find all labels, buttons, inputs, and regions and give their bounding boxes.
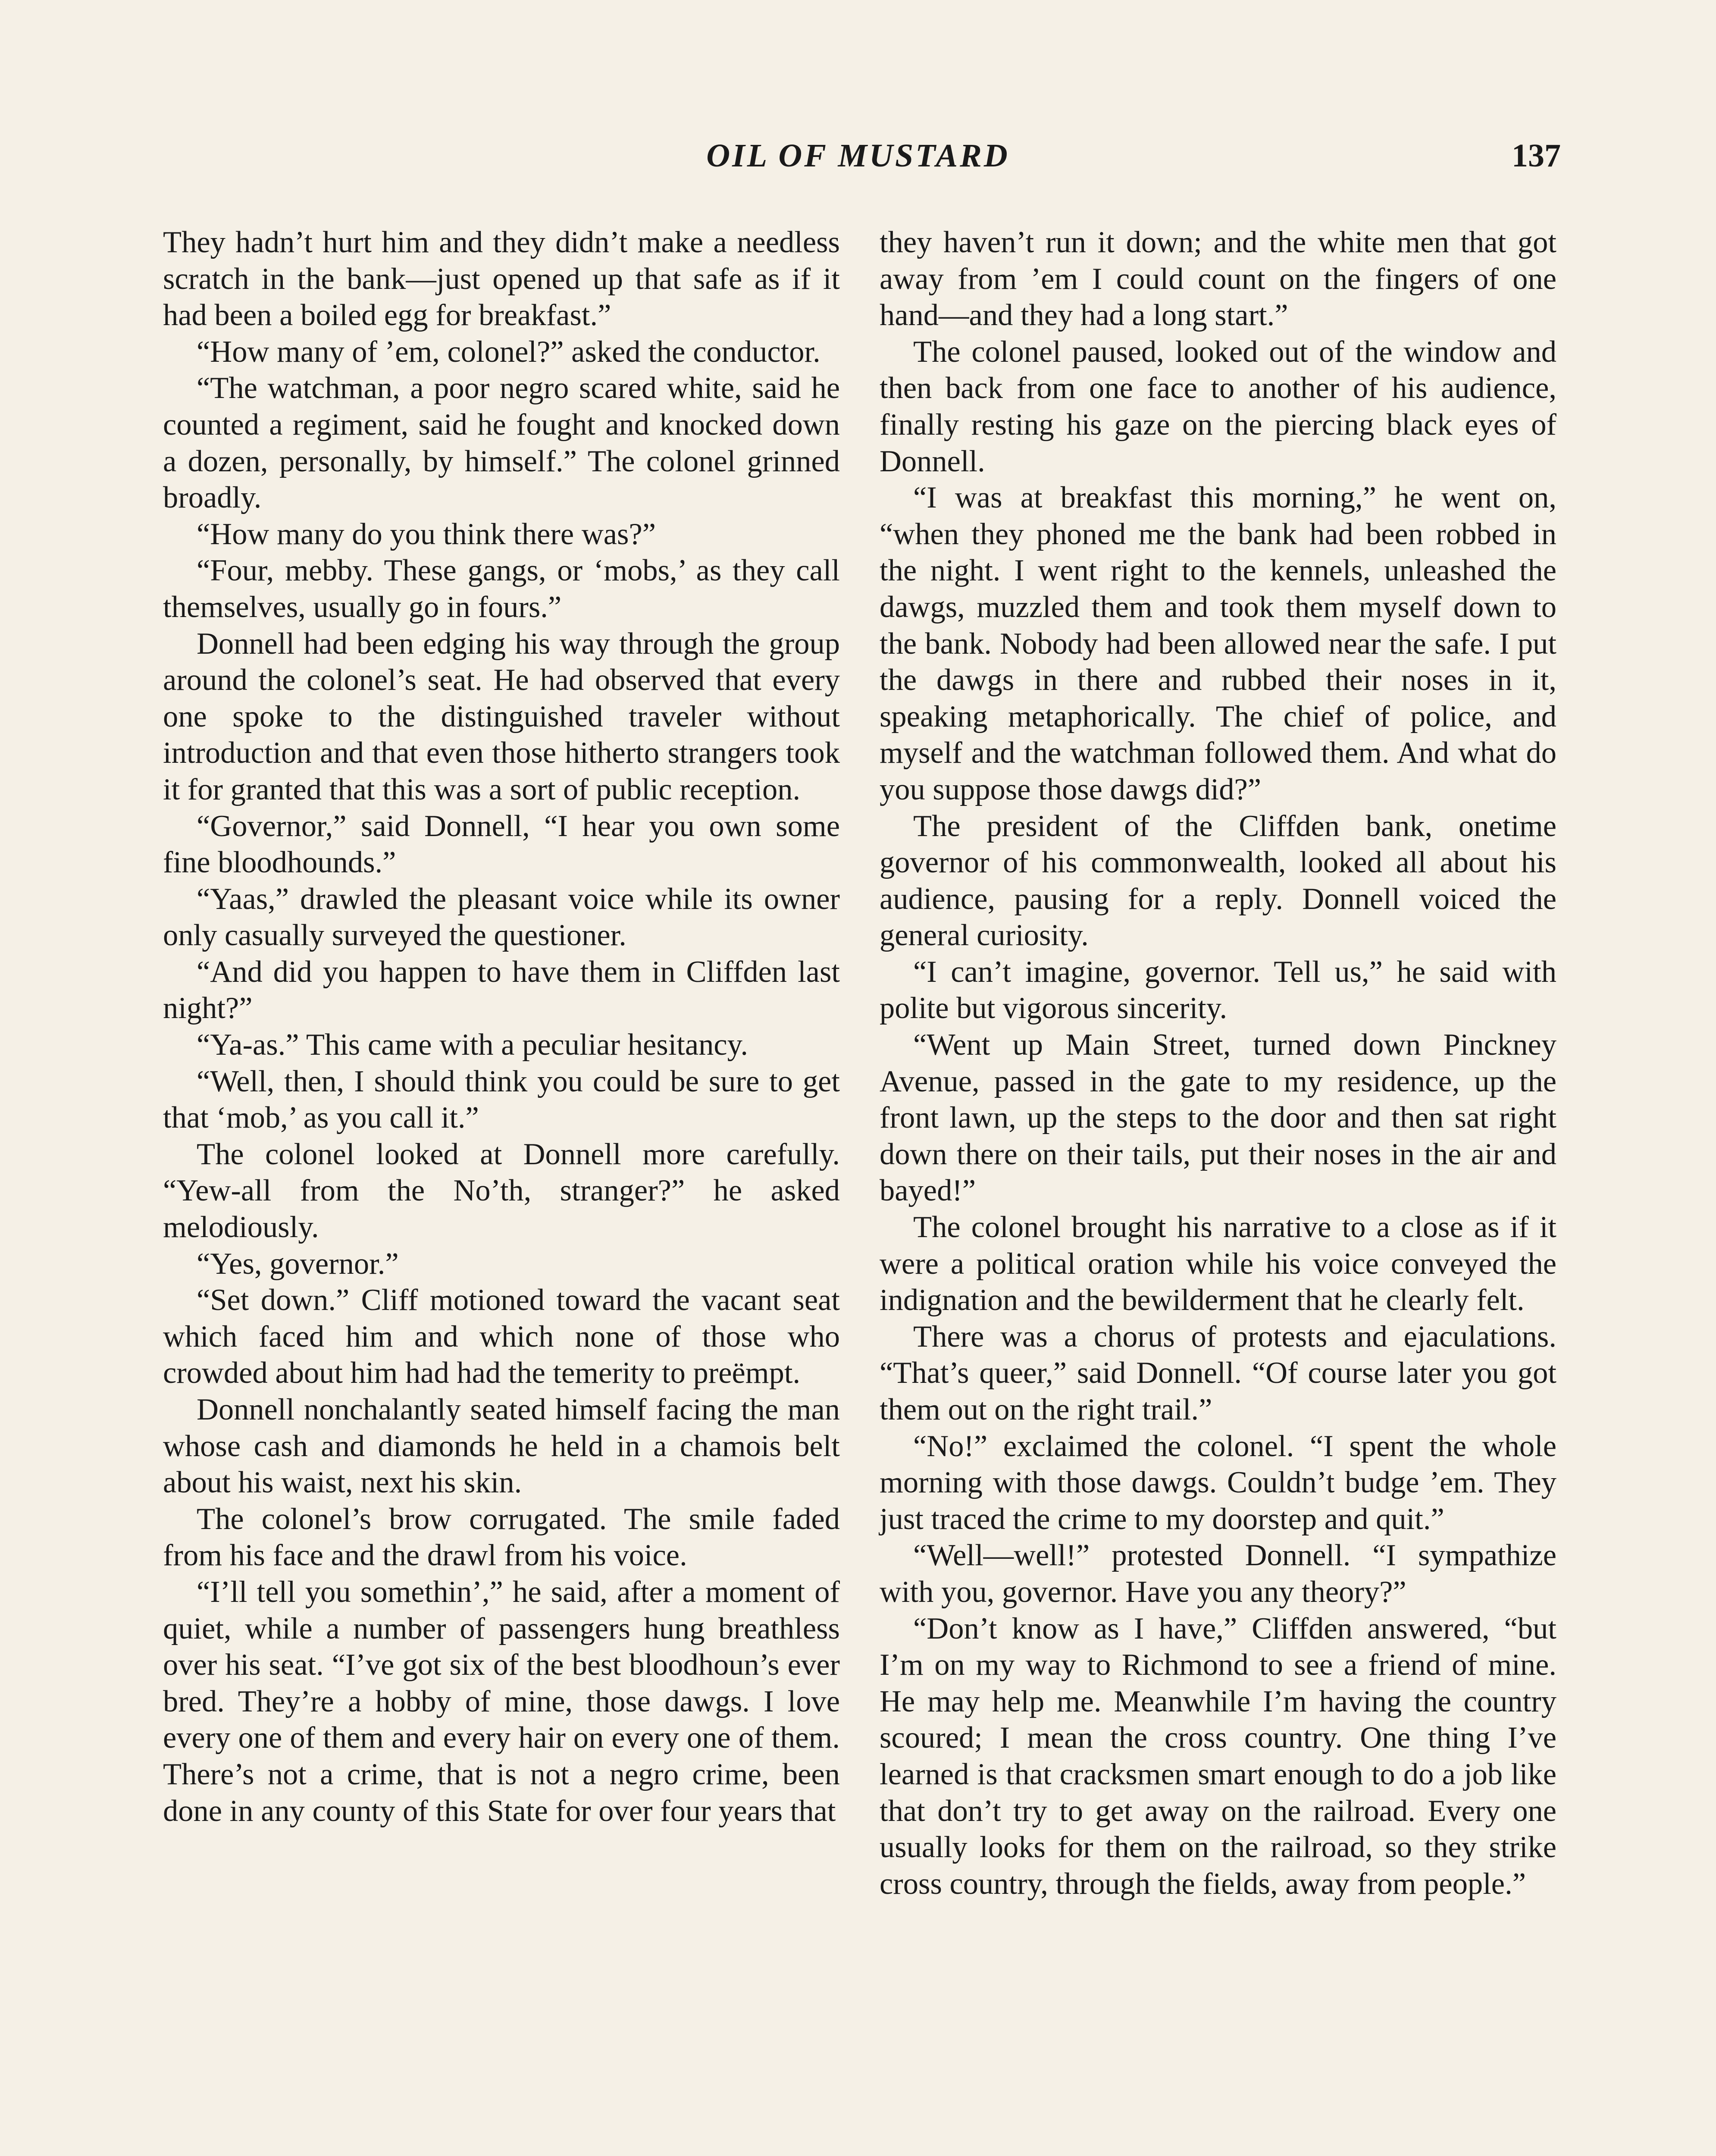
paragraph: The colonel looked at Donnell more carefully. “Yew-all from the No’th, stranger?” he asked melodiously. (163, 1137, 840, 1244)
paragraph: “Well, then, I should think you could be sure to get that ‘mob,’ as you call it.” (163, 1064, 840, 1135)
paragraph: “Don’t know as I have,” Cliffden answered, “but I’m on my way to Richmond to see a friend of mine. He may help me. Meanwhile I’m having the country scoured; I mean the cross country. One thing I’ve learned is that cracksmen smart enough to do a job like that don’t try to get away on the railroad. Every one usually looks for them on the railroad, so they strike cross country, through the fields, away from people.” (880, 1611, 1556, 1901)
page-number: 137 (1512, 138, 1561, 174)
paragraph: “Four, mebby. These gangs, or ‘mobs,’ as they call themselves, usually go in fours.” (163, 554, 840, 624)
paragraph: “And did you happen to have them in Cliffden last night?” (163, 955, 840, 1025)
paragraph: “The watchman, a poor negro scared white, said he counted a regiment, said he fought and knocked down a dozen, personally, by himself.” The colonel grinned broadly. (163, 371, 840, 515)
paragraph: The colonel paused, looked out of the window and then back from one face to another of his audience, finally resting his gaze on the piercing black eyes of Donnell. (880, 335, 1556, 478)
paragraph: Donnell had been edging his way through the group around the colonel’s seat. He had observed that every one spoke to the distinguished traveler without introduction and that even those hitherto strangers took it for granted that this was a sort of public reception. (163, 627, 840, 806)
paragraph: “Well—well!” protested Donnell. “I sympathize with you, governor. Have you any theory?” (880, 1539, 1556, 1609)
paragraph: “Governor,” said Donnell, “I hear you own some fine bloodhounds.” (163, 809, 840, 880)
paragraph: There was a chorus of protests and ejaculations. “That’s queer,” said Donnell. “Of course later you got them out on the right trail.” (880, 1319, 1556, 1426)
continued-paragraph: They hadn’t hurt him and they didn’t make a needless scratch in the bank—just opened up that safe as if it had been a boiled egg for breakfast.” (163, 226, 840, 332)
paragraph: “No!” exclaimed the colonel. “I spent the whole morning with those dawgs. Couldn’t budge ’em. They just traced the crime to my doorstep and quit.” (880, 1429, 1556, 1536)
paragraph: “How many do you think there was?” (197, 517, 656, 551)
running-title: OIL OF MUSTARD (706, 138, 1010, 174)
paragraph: The colonel brought his narrative to a close as if it were a political oration while his voice conveyed the indignation and the bewilderment that he clearly felt. (880, 1210, 1556, 1317)
right-text-column (880, 224, 1556, 1902)
paragraph: “I can’t imagine, governor. Tell us,” he said with polite but vigorous sincerity. (880, 955, 1556, 1025)
left-text-column (163, 224, 840, 1829)
page-header (0, 137, 1716, 189)
paragraph: The president of the Cliffden bank, onetime governor of his commonwealth, looked all about his audience, pausing for a reply. Donnell voiced the general curiosity. (880, 809, 1556, 953)
continued-paragraph: they haven’t run it down; and the white men that got away from ’em I could count on the fingers of one hand—and they had a long start.” (880, 226, 1556, 332)
paragraph: “Went up Main Street, turned down Pinckney Avenue, passed in the gate to my residence, up the front lawn, up the steps to the door and then sat right down there on their tails, put their noses in the air and bayed!” (880, 1028, 1556, 1208)
paragraph: “Ya-as.” This came with a peculiar hesitancy. (197, 1028, 748, 1062)
paragraph: “Yes, governor.” (197, 1247, 399, 1281)
paragraph: “How many of ’em, colonel?” asked the conductor. (197, 335, 820, 369)
paragraph: “I’ll tell you somethin’,” he said, after a moment of quiet, while a number of passengers hung breathless over his seat. “I’ve got six of the best bloodhoun’s ever bred. They’re a hobby of mine, those dawgs. I love every one of them and every hair on every one of them. There’s not a crime, that is not a negro crime, been done in any county of this State for over four years that (163, 1575, 840, 1828)
paragraph: “I was at breakfast this morning,” he went on, “when they phoned me the bank had been robbed in the night. I went right to the kennels, unleashed the dawgs, muzzled them and took them myself down to the bank. Nobody had been allowed near the safe. I put the dawgs in there and rubbed their noses in it, speaking metaphorically. The chief of police, and myself and the watchman followed them. And what do you suppose those dawgs did?” (880, 481, 1556, 806)
paragraph: The colonel’s brow corrugated. The smile faded from his face and the drawl from his voice. (163, 1502, 840, 1573)
paragraph: “Set down.” Cliff motioned toward the vacant seat which faced him and which none of those who crowded about him had had the temerity to preëmpt. (163, 1283, 840, 1390)
paragraph: “Yaas,” drawled the pleasant voice while its owner only casually surveyed the questioner. (163, 882, 840, 953)
paragraph: Donnell nonchalantly seated himself facing the man whose cash and diamonds he held in a chamois belt about his waist, next his skin. (163, 1393, 840, 1500)
